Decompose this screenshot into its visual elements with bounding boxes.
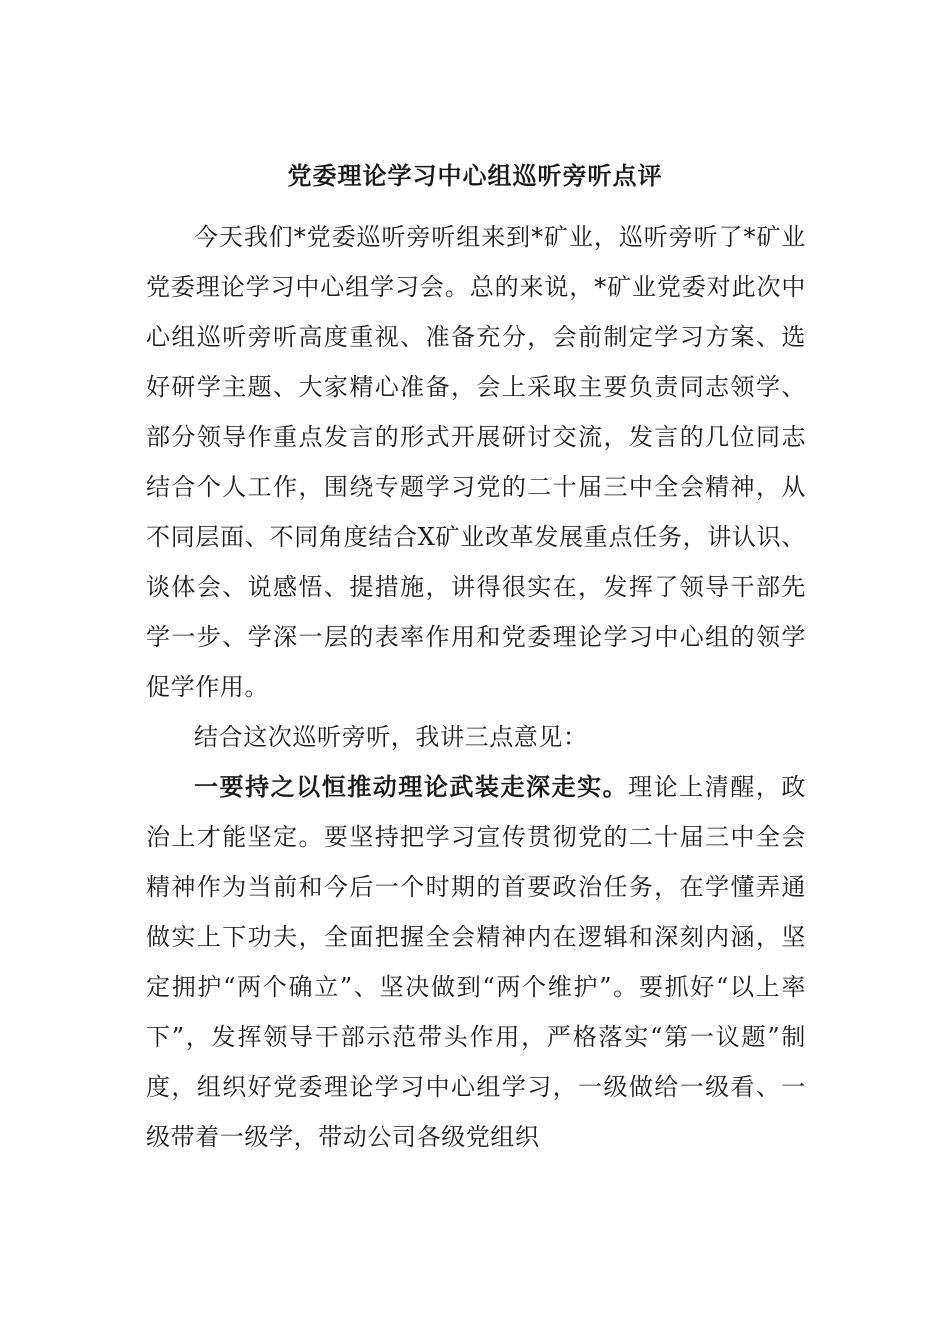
paragraph-intro bbox=[146, 212, 806, 712]
paragraph-point-one-text: 理论上清醒，政治上才能坚定。要坚持把学习宣传贯彻党的二十届三中全会精神作为当前和今后一个时期的首要政治任务，在学懂弄通做实上下功夫，全面把握全会精神内在逻辑和深刻内涵，坚定拥护“两个确立”、坚决做到“两个维护”。要抓好“以上率下”，发挥领导干部示范带头作用，严格落实“第一议题”制度，组织好党委理论学习中心组学习，一级做给一级看、一级带着一级学，带动公司各级党组织 bbox=[146, 773, 807, 1151]
document-title: 党委理论学习中心组巡听旁听点评 bbox=[287, 161, 663, 190]
paragraph-transition bbox=[146, 712, 806, 762]
paragraph-transition-text: 结合这次巡听旁听，我讲三点意见： bbox=[194, 723, 588, 751]
paragraph-intro-text: 今天我们*党委巡听旁听组来到*矿业，巡听旁听了*矿业党委理论学习中心组学习会。总的来说，*矿业党委对此次中心组巡听旁听高度重视、准备充分，会前制定学习方案、选好研学主题、大家精心准备，会上采取主要负责同志领学、部分领导作重点发言的形式开展研讨交流，发言的几位同志结合个人工作，围绕专题学习党的二十届三中全会精神，从不同层面、不同角度结合X矿业改革发展重点任务，讲认识、谈体会、说感悟、提措施，讲得很实在，发挥了领导干部先学一步、学深一层的表率作用和党委理论学习中心组的领学促学作用。 bbox=[146, 223, 806, 701]
paragraph-point-one bbox=[146, 762, 806, 1162]
document-body bbox=[146, 212, 806, 1162]
paragraph-point-one-heading: 一要持之以恒推动理论武装走深走实。 bbox=[194, 772, 629, 801]
